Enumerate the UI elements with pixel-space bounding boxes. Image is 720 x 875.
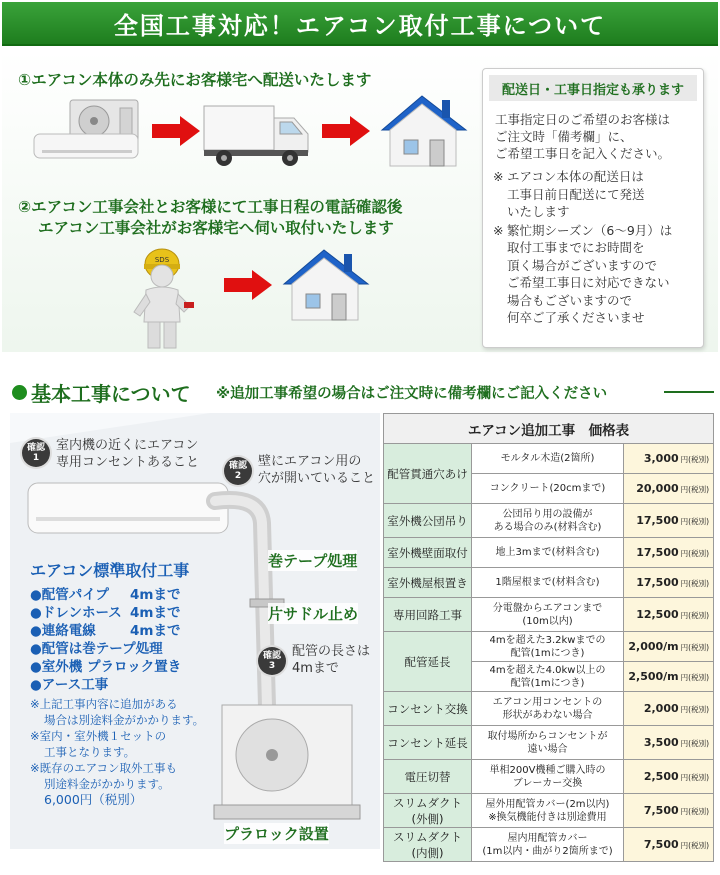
page-header [2,2,718,46]
page-title: 全国工事対応！エアコン取付工事について [113,11,607,40]
schedule-note-1 [493,168,695,221]
helmet-text: SDS [154,256,170,264]
tax-label: 円(税別) [680,773,709,782]
price-row [384,632,714,662]
price-category: 配管延長 [384,632,472,692]
price-row [384,726,714,760]
price-category: コンセント交換 [384,692,472,726]
price-row [384,692,714,726]
price-value [624,504,714,538]
note-line: 別途料金がかかります。 [44,777,170,791]
tax-label: 円(税別) [680,739,709,748]
price-value [624,692,714,726]
check-line: 穴が開いていること [258,471,376,486]
flow-step-2-line2: エアコン工事会社がお客様宅へ伺い取付いたします [38,219,394,237]
price-detail-line: 形状があわない場合 [502,709,593,721]
price-row [384,598,714,632]
price-detail-line: 1階屋根まで(材料含む) [495,577,600,588]
price-value [624,474,714,504]
note-line: 繁忙期シーズン（6～9月）は [507,222,673,238]
price-value [624,568,714,598]
flow-step-2 [18,197,402,239]
schedule-note-2 [493,222,695,327]
check-line: 壁にエアコン用の [258,454,362,469]
bullet-dot-icon [12,385,27,400]
price-detail-line: 分電盤からエアコンまで [492,602,603,614]
heading-rule [664,391,714,393]
standard-item [30,658,230,676]
basic-work-title: 基本工事について [31,382,191,406]
check-3-text [292,643,370,677]
standard-item [30,676,230,694]
note-line: 工事日前日配送にて発送 [507,186,645,202]
check-line: 配管の長さは [292,644,371,659]
price-value [624,538,714,568]
badge-number: 2 [234,471,242,481]
price-category: 室外機屋根置き [384,568,472,598]
check-line: 専用コンセントあること [56,455,200,470]
price-value [624,726,714,760]
tax-label: 円(税別) [680,579,709,588]
price-detail-line: 遠い場合 [527,743,568,755]
note-mark: ※ [493,222,504,238]
price-detail [472,474,624,504]
standard-work-title: エアコン標準取付工事 [30,561,190,580]
schedule-info-title: 配送日・工事日指定も承ります [489,75,697,101]
price-amount: 20,000 [636,482,679,495]
price-detail [472,760,624,794]
note-line: 取付工事までにお時間を [507,240,645,255]
price-detail [472,794,624,828]
badge-label: 確認 [228,461,247,471]
pralock-label: プラロック設置 [224,825,329,843]
price-row [384,444,714,474]
price-detail [472,538,624,568]
note-line: ※上記工事内容に追加がある [30,697,178,711]
price-detail-line: エアコン用コンセントの [492,696,603,708]
info-line: ご注文時「備考欄」に、 [495,129,633,144]
price-amount: 7,500 [643,804,679,817]
tape-label: 巻テープ処理 [268,552,358,570]
tax-label: 円(税別) [680,841,709,850]
schedule-info-box [482,68,704,348]
price-table-title: エアコン追加工事 価格表 [384,414,714,444]
note-line: エアコン本体の配送日は [507,169,644,184]
price-row [384,504,714,538]
price-value [624,794,714,828]
price-amount: 3,000 [643,452,679,465]
price-row [384,538,714,568]
price-amount: 17,500 [636,576,679,589]
price-detail-line: (10m以内) [522,615,573,627]
standard-item [30,586,230,604]
price-detail-line: 4mを超えた3.2kwまでの [489,634,606,646]
price-amount: 2,000 [643,702,679,715]
tax-label: 円(税別) [680,611,709,620]
price-detail [472,568,624,598]
item-value: 4mまで [130,587,181,603]
item-label: ●配管は巻テープ処理 [30,641,163,657]
note-line: いたします [507,204,570,219]
standard-item [30,622,230,640]
arrow-right-icon [224,270,272,300]
price-detail [472,692,624,726]
tax-label: 円(税別) [680,549,709,558]
price-detail [472,598,624,632]
price-detail-line: 単相200V機種ご購入時の [489,764,606,776]
price-amount: 3,500 [643,736,679,749]
price-amount: 12,500 [636,608,679,621]
badge-number: 3 [268,661,276,671]
price-value [624,444,714,474]
note-line: 工事となります。 [44,745,136,759]
basic-work-note: ※追加工事希望の場合はご注文時に備考欄にご記入ください [216,386,608,402]
price-detail-line: 配管(1mにつき) [510,677,585,689]
price-detail-line: ブレーカー交換 [512,777,583,789]
item-label: ●アース工事 [30,677,109,693]
delivery-flow-panel [2,50,718,352]
price-row [384,794,714,828]
badge-label: 確認 [26,443,45,453]
price-value [624,662,714,692]
technician-illustration [122,246,202,350]
house-illustration [274,244,374,328]
price-detail-line: 屋外用配管カバー(2m以内) [485,798,610,810]
house-illustration [372,90,472,174]
flow-step-1: ①エアコン本体のみ先にお客様宅へ配送いたします [18,71,372,89]
check-2-badge [224,457,252,485]
price-category: 専用回路工事 [384,598,472,632]
price-category: スリムダクト (内側) [384,828,472,862]
item-label: ●配管パイプ [30,587,109,603]
price-category: 室外機壁面取付 [384,538,472,568]
price-value [624,598,714,632]
price-amount: 7,500 [643,838,679,851]
price-amount: 2,500/m [628,670,679,683]
tax-label: 円(税別) [680,807,709,816]
info-line: 工事指定日のご希望のお客様は [495,112,671,127]
note-line: 頂く場合がございますので [507,257,658,273]
price-detail [472,632,624,662]
note-line: ※室内・室外機１セットの [30,729,167,743]
price-detail-line: 屋内用配管カバー [507,832,588,844]
check-3-badge [258,647,286,675]
price-detail-line: 取付場所からコンセントが [487,730,608,742]
check-2-text [258,453,375,487]
price-detail [472,828,624,862]
price-detail-line: 地上3mまで(材料含む) [495,547,600,558]
schedule-info-text [483,107,703,162]
price-amount: 17,500 [636,514,679,527]
item-value: 4mまで [130,605,181,621]
price-detail-line: コンクリート(20cmまで) [489,483,606,494]
price-category: スリムダクト (外側) [384,794,472,828]
price-value [624,760,714,794]
price-category: 電圧切替 [384,760,472,794]
standard-item [30,604,230,622]
price-row [384,568,714,598]
price-category: 室外機公団吊り [384,504,472,538]
flow-step-2-line1: ②エアコン工事会社とお客様にて工事日程の電話確認後 [18,198,403,216]
tax-label: 円(税別) [680,643,709,652]
check-1-badge [22,439,50,467]
price-category: コンセント延長 [384,726,472,760]
price-category: 配管貫通穴あけ [384,444,472,504]
price-detail [472,662,624,692]
price-detail-line: ある場合のみ(材料含む) [493,521,602,533]
price-detail-line: ※換気機能付きは別途費用 [488,811,607,823]
item-label: ●連絡電線 [30,623,96,639]
badge-number: 1 [32,453,40,463]
delivery-truck-illustration [202,100,312,170]
air-conditioner-illustration [32,98,142,168]
price-detail [472,444,624,474]
price-amount: 2,500 [643,770,679,783]
price-detail-line: 配管(1mにつき) [510,647,585,659]
price-detail [472,726,624,760]
tax-label: 円(税別) [680,485,709,494]
note-mark: ※ [493,169,504,184]
standard-notes [30,696,230,808]
tax-label: 円(税別) [680,673,709,682]
arrow-right-icon [152,116,200,146]
tax-label: 円(税別) [680,455,709,464]
price-amount: 17,500 [636,546,679,559]
price-detail-line: 公団吊り用の設備が [502,508,593,520]
badge-label: 確認 [262,651,281,661]
price-detail-line: 4mを超えた4.0kw以上の [489,664,606,676]
standard-item [30,640,230,658]
note-line: 何卒ご了承くださいませ [507,310,645,325]
price-detail-line: モルタル木造(2箇所) [500,453,595,464]
check-1-text [56,437,199,471]
schedule-notes [483,162,703,327]
saddle-label: 片サドル止め [268,605,359,623]
note-line: 場合は別途料金がかかります。 [44,713,205,727]
note-line: ご希望工事日に対応できない [507,275,670,290]
check-line: 4mまで [292,661,339,676]
tax-label: 円(税別) [680,705,709,714]
basic-work-heading [12,378,191,407]
price-detail-line: (1m以内・曲がり2箇所まで) [482,845,613,857]
check-line: 室内機の近くにエアコン [56,438,199,453]
additional-work-price-table [383,413,714,862]
standard-work-list [30,558,230,808]
item-label: ●ドレンホース [30,605,122,621]
price-row [384,760,714,794]
note-line: 場合もございますので [507,292,633,308]
item-value: 4mまで [130,623,181,639]
info-line: ご希望工事日を記入ください。 [495,146,671,161]
price-value [624,632,714,662]
note-line: ※既存のエアコン取外工事も [30,761,178,775]
tax-label: 円(税別) [680,517,709,526]
item-label: ●室外機 プラロック置き [30,659,182,675]
price-amount: 2,000/m [628,640,679,653]
price-detail [472,504,624,538]
standard-price: 6,000円（税別） [44,792,143,807]
price-value [624,828,714,862]
price-row [384,828,714,862]
arrow-right-icon [322,116,370,146]
